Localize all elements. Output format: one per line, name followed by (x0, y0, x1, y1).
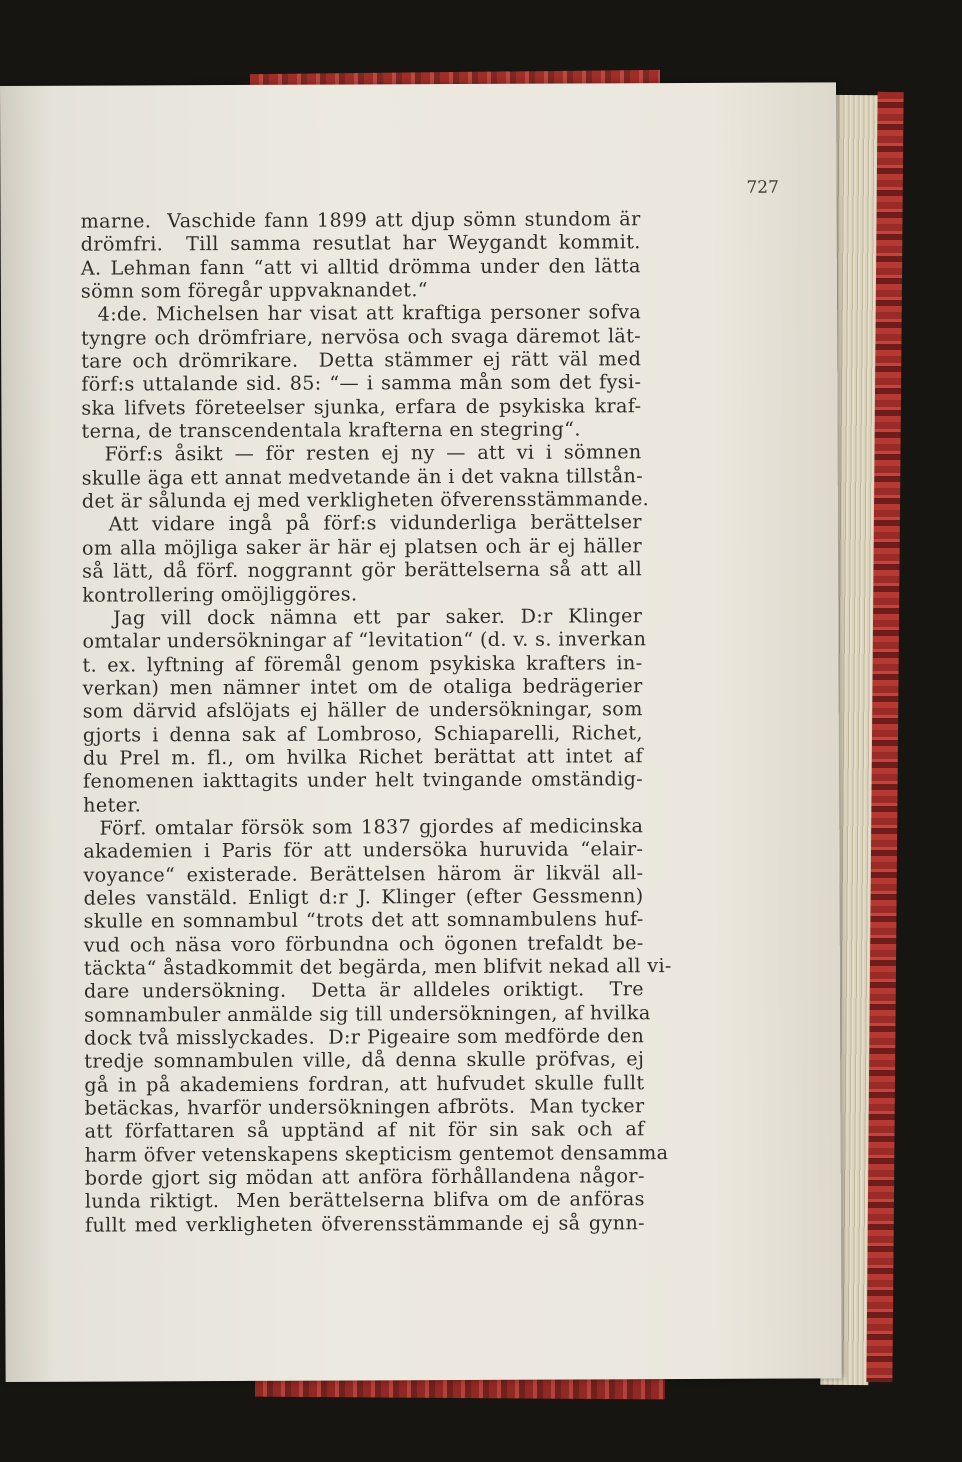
text-line: dock två misslyckades. D:r Pigeaire som medförde den (84, 1024, 645, 1050)
text-line: Jag vill dock nämna ett par saker. D:r Klinger (82, 604, 643, 630)
text-line: tredje somnambulen ville, då denna skulle pröfvas, ej (84, 1047, 645, 1074)
text-line: A. Lehman fann “att vi alltid drömma under den lätta (80, 253, 641, 280)
text-line: verkan) men nämner intet om de otaliga bedrägerier (82, 674, 643, 700)
text-line: marne. Vaschide fann 1899 att djup sömn stundom är (80, 207, 641, 233)
text-line: somnambuler anmälde sig till undersökningen, af hvilka (84, 1000, 651, 1027)
text-line: drömfri. Till samma resutlat har Weygandt kommit. (80, 230, 641, 256)
text-line: harm öfver vetenskapens skepticism gentemot densamma (84, 1140, 669, 1167)
text-line: vud och näsa voro förbundna och ögonen trefaldt be- (83, 930, 644, 957)
text-line: Att vidare ingå på förf:s vidunderliga berättelser (81, 510, 642, 537)
page-number: 727 (746, 177, 779, 198)
text-line: du Prel m. fl., om hvilka Richet berättat att intet af (82, 744, 643, 770)
text-line: 4:de. Michelsen har visat att kraftiga personer sofva (80, 300, 642, 327)
text-line: dare undersökning. Detta är alldeles oriktigt. Tre (83, 977, 644, 1003)
body-text (80, 207, 672, 1237)
text-line: borde gjort sig mödan att anföra förhållandena någor- (84, 1164, 645, 1190)
text-line: förf:s uttalande sid. 85: “— i samma mån som det fysi- (81, 370, 642, 397)
text-line: om alla möjliga saker är här ej platsen och är ej häller (81, 534, 643, 560)
text-line: lunda riktigt. Men berättelserna blifva om de anföras (84, 1187, 645, 1214)
text-line: gjorts i denna sak af Lombroso, Schiaparelli, Richet, (82, 720, 643, 747)
text-line: betäckas, hvarför undersökningen afbröts. Man tycker (84, 1094, 645, 1120)
text-line: kontrollering omöjliggöres. (82, 581, 358, 607)
text-line: fenomenen iakttagits under helt tvingande omständig- (82, 767, 644, 793)
text-line: fullt med verkligheten öfverensstämmande ej så gynn- (84, 1210, 646, 1237)
text-line: deles vanstäld. Enligt d:r J. Klinger (efter Gessmenn) (83, 884, 644, 910)
text-line: tyngre och drömfriare, nervösa och svaga däremot lät- (81, 323, 642, 350)
book-page (0, 82, 842, 1382)
text-line: som därvid afslöjats ej häller de undersökningar, som (82, 697, 643, 723)
text-line: så lätt, då förf. noggrannt gör berättelserna så att all (82, 557, 643, 583)
text-line: heter. (83, 792, 142, 817)
text-line: omtalar undersökningar af “levitation“ (d. v. s. inverkan (82, 627, 647, 653)
text-line: skulle äga ett annat medvetande än i det vakna tillstån- (81, 463, 644, 490)
text-line: sömn som föregår uppvaknandet.“ (80, 278, 428, 303)
text-line: det är sålunda ej med verkligheten öfverensstämmande. (81, 487, 650, 513)
text-line: täckta“ åstadkommit det begärda, men blifvit nekad all vi- (83, 954, 672, 980)
text-line: voyance“ existerade. Berättelsen härom är likväl all- (83, 860, 644, 887)
text-line: Förf. omtalar försök som 1837 gjordes af medicinska (83, 814, 644, 840)
text-line: t. ex. lyftning af föremål genom psykiska krafters in- (82, 650, 643, 677)
text-line: Förf:s åsikt — för resten ej ny — att vi i sömnen (81, 440, 642, 467)
text-line: terna, de transcendentala krafterna en stegring“. (81, 417, 581, 443)
text-line: tare och drömrikare. Detta stämmer ej rätt väl med (81, 347, 642, 373)
text-line: skulle en somnambul “trots det att somnambulens huf- (83, 907, 644, 933)
text-line: att författaren så upptänd af nit för sin sak och af (84, 1117, 645, 1144)
text-line: ska lifvets företeelser sjunka, erfara de psykiska kraf- (81, 393, 642, 420)
text-line: akademien i Paris för att undersöka huruvida “elair- (83, 837, 644, 863)
text-line: gå in på akademiens fordran, att hufvudet skulle fullt (84, 1070, 645, 1097)
